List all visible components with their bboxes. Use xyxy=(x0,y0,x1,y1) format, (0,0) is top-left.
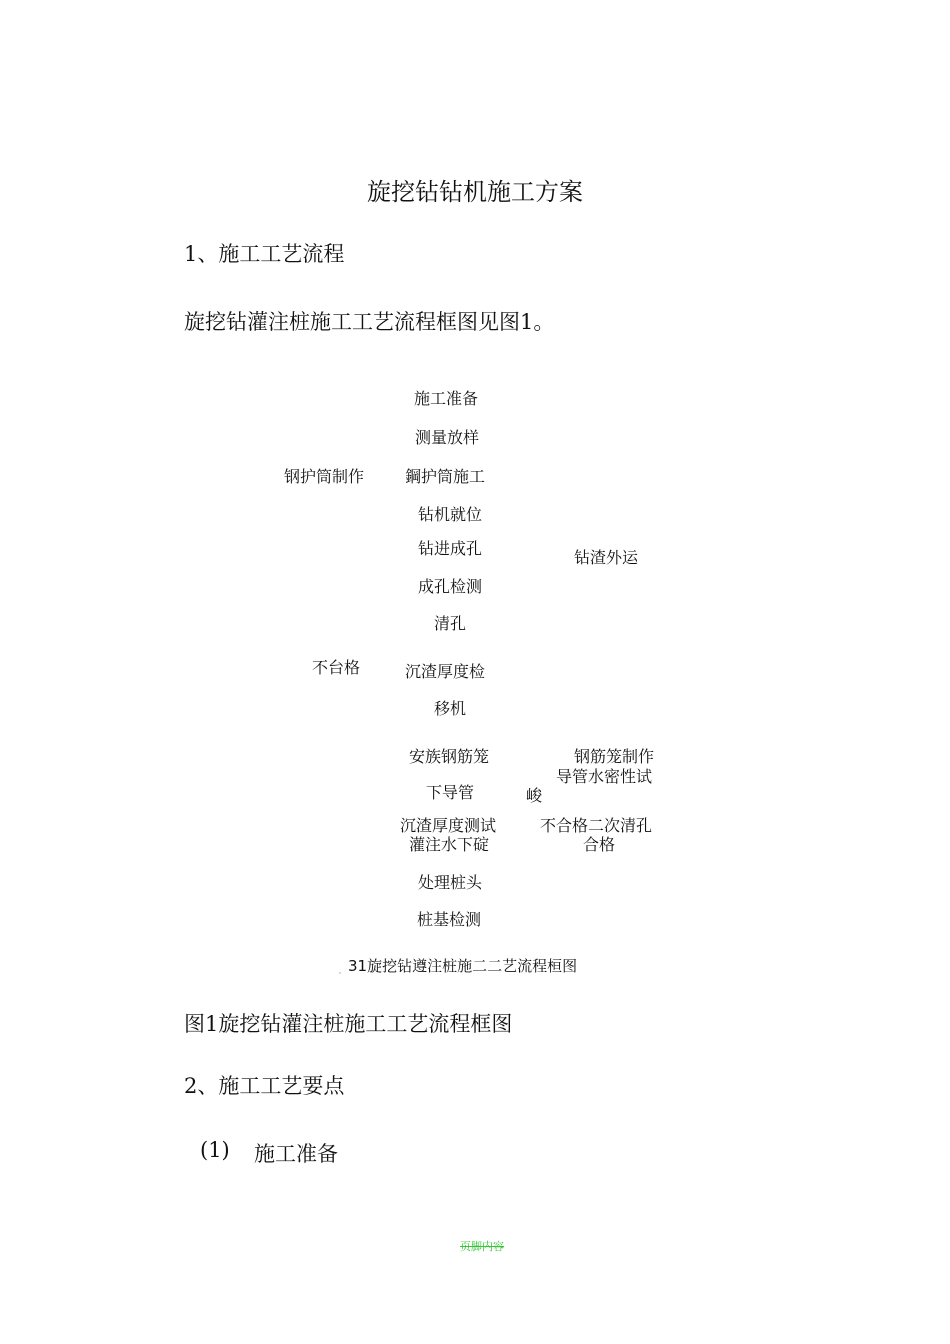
flow-step-cage-make: 钢筋笼制作 xyxy=(574,747,655,766)
figure-caption: 图1旋挖钻灌注桩施工工艺流程框图 xyxy=(184,1012,513,1036)
subsection-number: (1) xyxy=(200,1138,230,1162)
flow-step-spoil-out: 钻渣外运 xyxy=(574,548,639,567)
flow-step-pipe-test: 导管水密性试 xyxy=(556,767,653,786)
flowchart-inner-caption: 31旋挖钻遵注桩施二二艺流程桓图 xyxy=(348,957,578,975)
flow-step-casing-make: 钢护筒制作 xyxy=(284,467,365,486)
flow-step-sediment-check: 沉渣厚度检 xyxy=(405,662,486,681)
subsection-title: 施工准备 xyxy=(254,1142,338,1166)
flow-step-pour-concrete: 灌注水下碇 xyxy=(409,835,490,854)
flow-step-casing-install: 鋼护筒施工 xyxy=(405,467,486,486)
flow-step-pile-test: 桩基检测 xyxy=(417,910,482,929)
flow-step-cleaning: 清孔 xyxy=(434,614,467,633)
flow-label-unqualified: 不台格 xyxy=(312,658,361,677)
flow-step-install-cage: 安族钢筋笼 xyxy=(409,747,490,766)
flow-step-sediment-test: 沉渣厚度测试 xyxy=(400,816,497,835)
flow-step-drilling: 钻进成孔 xyxy=(418,539,483,558)
flow-step-move-rig: 移机 xyxy=(434,699,467,718)
flow-step-reclean: 不合格二次清孔 xyxy=(540,816,653,835)
flow-step-prep: 施工准备 xyxy=(414,389,479,408)
flowchart-artifact-dot xyxy=(339,972,341,974)
flow-step-lower-pipe: 下导管 xyxy=(426,783,475,802)
flow-step-pile-head: 处理桩头 xyxy=(418,873,483,892)
section-heading-process: 1、施工工艺流程 xyxy=(184,242,345,266)
flow-step-pipe-test-end: 峻 xyxy=(526,786,543,805)
flow-step-rig-position: 钻机就位 xyxy=(418,505,483,524)
section-paragraph: 旋挖钻灌注桩施工工艺流程框图见图1。 xyxy=(184,310,555,334)
flow-step-hole-check: 成孔检测 xyxy=(418,577,483,596)
page-footer: 页脚内容 xyxy=(460,1240,504,1253)
document-title: 旋挖钻钻机施工方案 xyxy=(367,178,583,206)
section-heading-key-points: 2、施工工艺要点 xyxy=(184,1074,345,1098)
flow-step-survey: 测量放样 xyxy=(415,428,480,447)
flow-label-qualified: 合格 xyxy=(583,835,616,854)
